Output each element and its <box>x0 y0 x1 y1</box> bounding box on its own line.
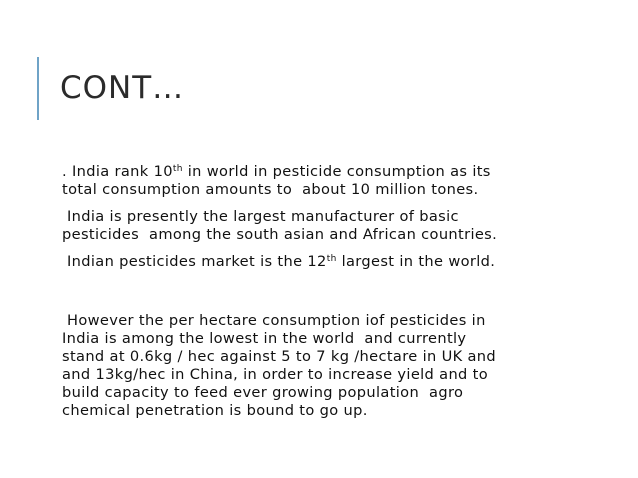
paragraph-market-rank <box>62 253 632 271</box>
paragraph-text: in world in pesticide consumption as its total consumption amounts to about 10 million tones. <box>62 163 491 198</box>
paragraph-text: . India rank 10 <box>62 163 173 180</box>
ordinal-superscript: th <box>326 254 337 264</box>
paragraph-per-hectare-consumption: However the per hectare consumption iof pesticides in India is among the lowest in the world and currently stand at 0.6kg / hec against 5 to 7 kg /hectare in UK and and 13kg/hec in China, in order to increase yield and to build capacity to feed ever growing population agro chemical penetration is bound to go up. <box>62 312 497 419</box>
paragraph-largest-manufacturer: India is presently the largest manufacturer of basic pesticides among the south asian and African countries. <box>62 208 498 243</box>
paragraph-india-rank <box>62 163 632 199</box>
paragraph-text: Indian pesticides market is the 12 <box>62 253 327 270</box>
title-accent-bar <box>37 57 39 120</box>
slide-body <box>62 163 632 420</box>
paragraph-text: largest in the world. <box>336 253 496 270</box>
ordinal-superscript: th <box>172 164 183 174</box>
slide-title: CONT… <box>60 70 185 106</box>
